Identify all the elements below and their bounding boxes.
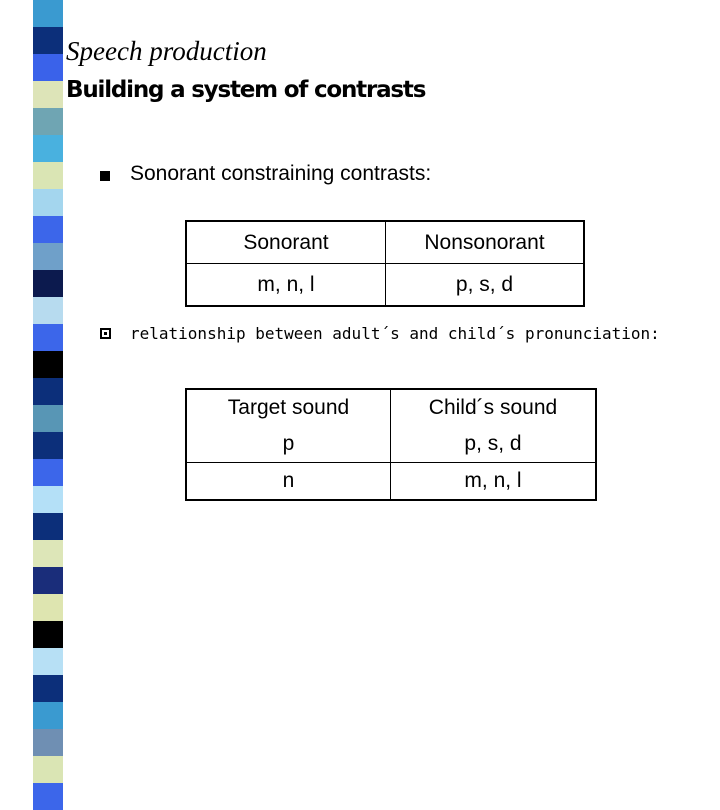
table-row (186, 426, 596, 463)
stripe-block (33, 216, 63, 243)
stripe-block (33, 756, 63, 783)
sonorant-contrast-table (185, 220, 585, 307)
table-row (186, 389, 596, 426)
slide-subtitle: Building a system of contrasts (66, 77, 426, 103)
stripe-block (33, 297, 63, 324)
table-cell: m, n, l (186, 264, 386, 307)
stripe-block (33, 567, 63, 594)
stripe-block (33, 432, 63, 459)
stripe-block (33, 540, 63, 567)
table-row (186, 264, 584, 307)
table-cell: p, s, d (455, 272, 514, 296)
stripe-block (33, 729, 63, 756)
stripe-block (33, 783, 63, 810)
table-cell: m, n, l (391, 463, 597, 501)
table-cell: n (186, 463, 391, 501)
stripe-block (33, 162, 63, 189)
stripe-block (33, 405, 63, 432)
table-row (186, 463, 596, 501)
stripe-block (33, 702, 63, 729)
stripe-block (33, 108, 63, 135)
decorative-stripe (33, 0, 63, 540)
pronunciation-table (185, 388, 597, 501)
table-cell: p, s, d (464, 432, 522, 455)
stripe-block (33, 0, 63, 27)
stripe-block (33, 675, 63, 702)
stripe-block (33, 135, 63, 162)
stripe-block (33, 513, 63, 540)
stripe-block (33, 270, 63, 297)
table-cell: Target sound (186, 389, 391, 426)
stripe-block (33, 378, 63, 405)
hollow-square-bullet-icon (100, 328, 111, 339)
stripe-block (33, 621, 63, 648)
table-row (186, 221, 584, 264)
stripe-block (33, 324, 63, 351)
table-cell: p (186, 426, 391, 463)
table-cell: Nonsonorant (386, 221, 585, 264)
bullet-text-sonorant: Sonorant constraining contrasts: (130, 162, 432, 185)
stripe-block (33, 189, 63, 216)
stripe-block (33, 27, 63, 54)
square-bullet-icon (100, 171, 110, 181)
stripe-block (33, 351, 63, 378)
stripe-block (33, 648, 63, 675)
table-cell: Child´s sound (428, 396, 558, 419)
stripe-block (33, 459, 63, 486)
stripe-block (33, 81, 63, 108)
slide-title: Speech production (66, 36, 267, 66)
bullet-text-relationship: relationship between adult´s and child´s pronunciation: (130, 324, 660, 343)
stripe-block (33, 486, 63, 513)
stripe-block (33, 243, 63, 270)
table-cell: Sonorant (186, 221, 386, 264)
stripe-block (33, 594, 63, 621)
stripe-block (33, 54, 63, 81)
